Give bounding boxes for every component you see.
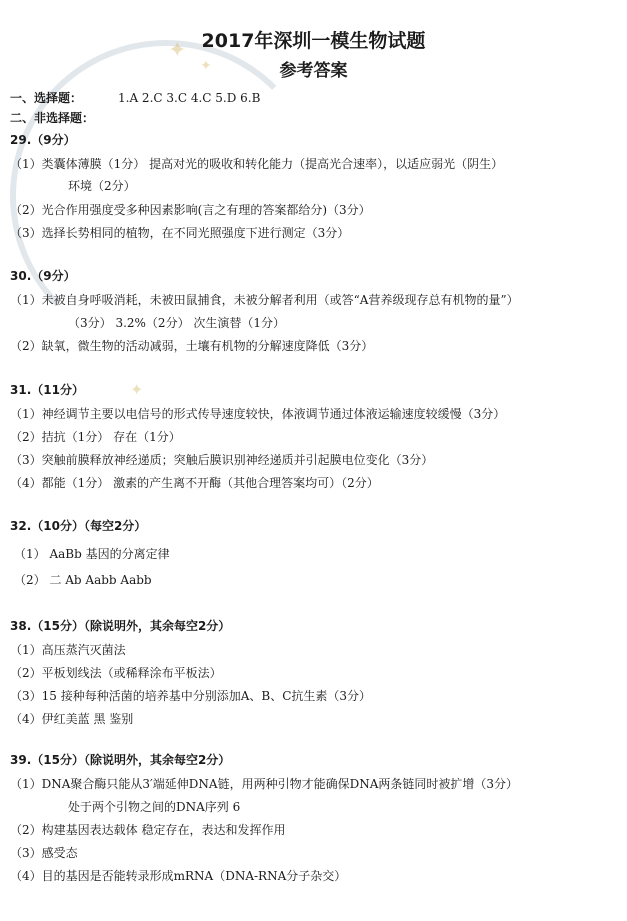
q39-heading: 39.（15分）（除说明外，其余每空2分） xyxy=(10,753,231,767)
watermark-star-icon: ✦ xyxy=(168,38,187,63)
q29-line: （2）光合作用强度受多种因素影响(言之有理的答案都给分)（3分） xyxy=(10,203,371,217)
q32-line: （1） AaBb 基因的分离定律 xyxy=(14,547,170,561)
q38-line: （1）高压蒸汽灭菌法 xyxy=(10,643,126,657)
q29-line: （1）类囊体薄膜（1分） 提高对光的吸收和转化能力（提高光合速率），以适应弱光（阴生） xyxy=(10,157,504,171)
q31-line: （4）都能（1分） 激素的产生离不开酶（其他合理答案均可）（2分） xyxy=(10,476,379,490)
q31-line: （1）神经调节主要以电信号的形式传导速度较快，体液调节通过体液运输速度较缓慢（3分） xyxy=(10,407,506,421)
q39-line: 处于两个引物之间的DNA序列 6 xyxy=(68,800,241,814)
section1-label: 一、选择题： xyxy=(10,91,83,105)
q39-line: （4）目的基因是否能转录形成mRNA（DNA-RNA分子杂交） xyxy=(10,869,347,883)
q38-line: （3）15 接种每种活菌的培养基中分别添加A、B、C抗生素（3分） xyxy=(10,689,372,703)
q39-line: （3）感受态 xyxy=(10,846,78,860)
q31-line: （3）突触前膜释放神经递质；突触后膜识别神经递质并引起膜电位变化（3分） xyxy=(10,453,434,467)
q39-line: （2）构建基因表达载体 稳定存在，表达和发挥作用 xyxy=(10,823,286,837)
q31-heading: 31.（11分） xyxy=(10,383,84,397)
q39-line: （1）DNA聚合酶只能从3′端延伸DNA链，用两种引物才能确保DNA两条链同时被扩增（3分） xyxy=(10,777,518,791)
q29-line: （3）选择长势相同的植物，在不同光照强度下进行测定（3分） xyxy=(10,226,350,240)
section1-answers: 1.A 2.C 3.C 4.C 5.D 6.B xyxy=(118,91,261,105)
section2-label: 二、非选择题： xyxy=(10,111,95,125)
q38-heading: 38.（15分）（除说明外，其余每空2分） xyxy=(10,619,231,633)
q30-line: （2）缺氧，微生物的活动减弱，土壤有机物的分解速度降低（3分） xyxy=(10,339,374,353)
page-title: 2017年深圳一模生物试题 xyxy=(201,30,426,52)
q38-line: （4）伊红美蓝 黑 鉴别 xyxy=(10,712,134,726)
q30-line: （3分） 3.2%（2分） 次生演替（1分） xyxy=(68,316,286,330)
watermark-star-icon: ✦ xyxy=(200,58,212,74)
q30-heading: 30.（9分） xyxy=(10,269,76,283)
watermark-star-icon: ✦ xyxy=(130,380,144,399)
q38-line: （2）平板划线法（或稀释涂布平板法） xyxy=(10,666,222,680)
q32-heading: 32.（10分）（每空2分） xyxy=(10,519,147,533)
q32-line: （2） 二 Ab Aabb Aabb xyxy=(14,573,152,587)
q29-line: 环境（2分） xyxy=(68,179,136,193)
page-subtitle: 参考答案 xyxy=(279,61,348,81)
q29-heading: 29.（9分） xyxy=(10,133,76,147)
q31-line: （2）拮抗（1分） 存在（1分） xyxy=(10,430,181,444)
q30-line: （1）未被自身呼吸消耗，未被田鼠捕食，未被分解者利用（或答“A营养级现存总有机物的量”） xyxy=(10,293,519,307)
